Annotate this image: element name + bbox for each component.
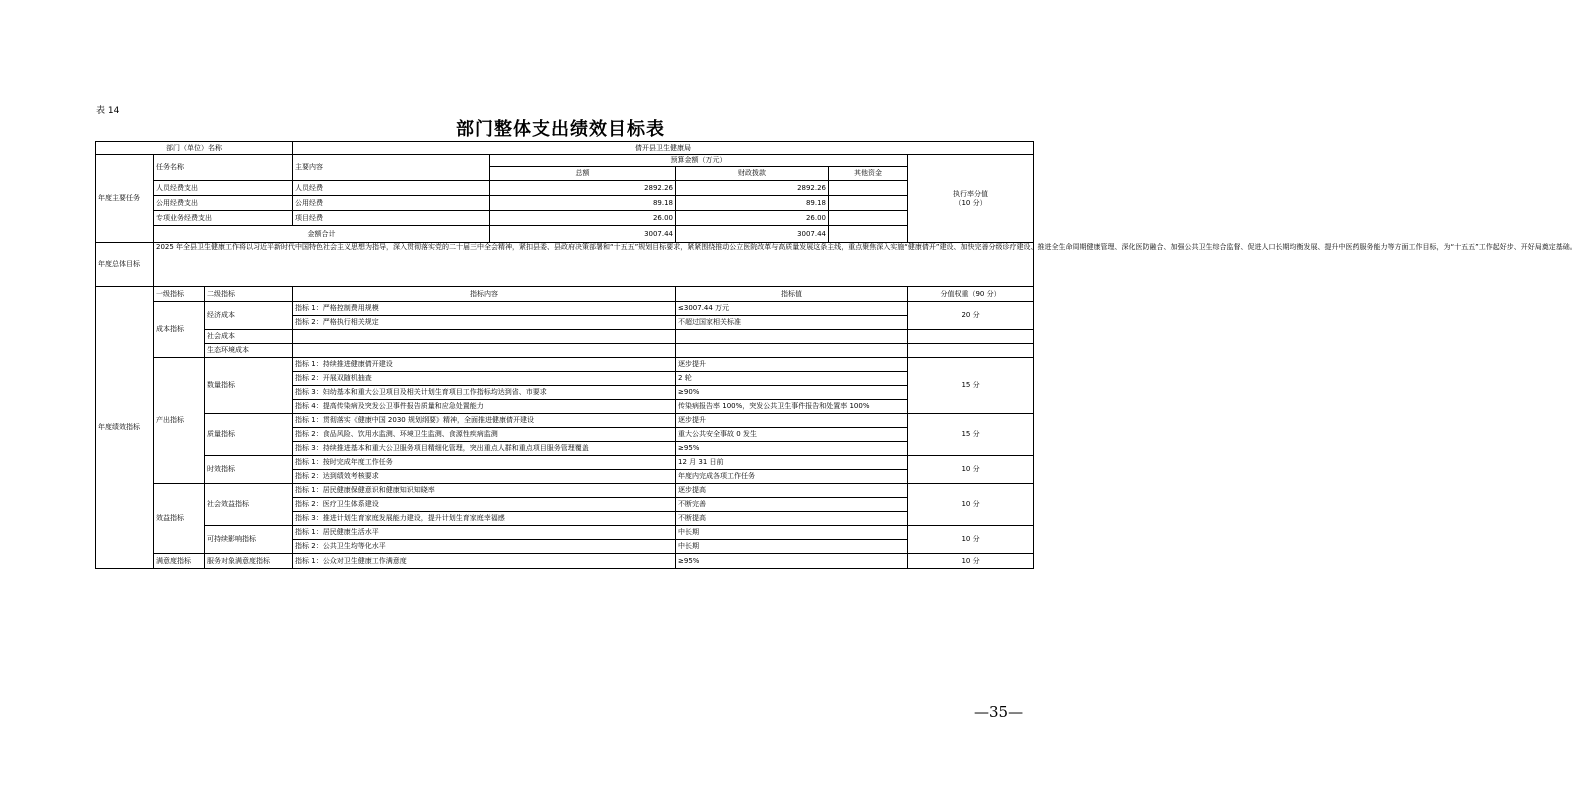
indicator-content bbox=[293, 344, 676, 358]
indicator-score: 10 分 bbox=[908, 526, 1034, 554]
indicator-content: 指标 1：持续推进健康倩开建设 bbox=[293, 358, 676, 372]
col-total: 总额 bbox=[490, 167, 676, 181]
indicator-score: 15 分 bbox=[908, 358, 1034, 414]
task-content: 人员经费 bbox=[293, 181, 490, 196]
indicator-value bbox=[676, 330, 908, 344]
col-task-name: 任务名称 bbox=[154, 155, 293, 181]
task-other bbox=[829, 181, 908, 196]
indicator-content: 指标 4：提高传染病及突发公卫事件报告质量和应急处置能力 bbox=[293, 400, 676, 414]
indicator-content: 指标 1：居民健康生活水平 bbox=[293, 526, 676, 540]
indicator-value: 年度内完成各项工作任务 bbox=[676, 470, 908, 484]
effect-indicator-label: 效益指标 bbox=[154, 484, 205, 554]
header-level1: 一级指标 bbox=[154, 287, 205, 302]
indicator-value: 逐步提升 bbox=[676, 414, 908, 428]
task-name: 专项业务经费支出 bbox=[154, 211, 293, 226]
indicator-score: 10 分 bbox=[908, 554, 1034, 569]
indicator-value: 不断完善 bbox=[676, 498, 908, 512]
indicator-value: 12 月 31 日前 bbox=[676, 456, 908, 470]
exec-rate-label: 执行率分值 bbox=[953, 189, 989, 198]
dept-value: 倩开县卫生健康局 bbox=[293, 142, 1034, 155]
indicator-score: 10 分 bbox=[908, 456, 1034, 484]
header-weight: 分值权重（90 分） bbox=[908, 287, 1034, 302]
indicator-content: 指标 1：贯彻落实《健康中国 2030 规划纲要》精神，全面推进健康倩开建设 bbox=[293, 414, 676, 428]
indicator-content: 指标 2：医疗卫生体系建设 bbox=[293, 498, 676, 512]
indicator-value: 中长期 bbox=[676, 526, 908, 540]
sustainable-impact-label: 可持续影响指标 bbox=[205, 526, 293, 554]
exec-rate-cell bbox=[908, 155, 1034, 243]
col-main-content: 主要内容 bbox=[293, 155, 490, 181]
header-level2: 二级指标 bbox=[205, 287, 293, 302]
task-fiscal: 26.00 bbox=[676, 211, 829, 226]
task-total: 2892.26 bbox=[490, 181, 676, 196]
performance-section-label: 年度绩效指标 bbox=[96, 287, 154, 569]
col-budget: 预算金额（万元） bbox=[490, 155, 908, 167]
task-other bbox=[829, 211, 908, 226]
page-number: —35— bbox=[974, 703, 1024, 721]
col-fiscal: 财政拨款 bbox=[676, 167, 829, 181]
overall-goal-label: 年度总体目标 bbox=[96, 243, 154, 287]
task-other bbox=[829, 196, 908, 211]
indicator-score: 20 分 bbox=[908, 302, 1034, 330]
task-total: 89.18 bbox=[490, 196, 676, 211]
task-total: 26.00 bbox=[490, 211, 676, 226]
col-other: 其他资金 bbox=[829, 167, 908, 181]
task-fiscal: 89.18 bbox=[676, 196, 829, 211]
indicator-content: 指标 2：开展双随机抽查 bbox=[293, 372, 676, 386]
indicator-content: 指标 1：居民健康保健意识和健康知识知晓率 bbox=[293, 484, 676, 498]
indicator-score: 10 分 bbox=[908, 484, 1034, 526]
header-value: 指标值 bbox=[676, 287, 908, 302]
indicator-value: ≥95% bbox=[676, 442, 908, 456]
sum-other bbox=[829, 226, 908, 243]
indicator-value: 2 轮 bbox=[676, 372, 908, 386]
indicator-score: 15 分 bbox=[908, 414, 1034, 456]
indicator-value: 不超过国家相关标准 bbox=[676, 316, 908, 330]
task-name: 公用经费支出 bbox=[154, 196, 293, 211]
indicator-value: 中长期 bbox=[676, 540, 908, 554]
overall-goal-text: 2025 年全县卫生健康工作将以习近平新时代中国特色社会主义思想为指导，深入贯彻落实党的二十届三中全会精神，紧扣县委、县政府决策部署和“十五五”规划目标要求，紧紧围绕推动公立医院改革与高质量发展这条主线，重点聚焦深入实施“健康倩开”建设、加快完善分级诊疗建设、推进全生命周期健康管理、深化医防融合、加强公共卫生综合监督、促进人口长期均衡发展、提升中医药服务能力等方面工作目标，为“十五五”工作起好步、开好局奠定基础。 bbox=[154, 243, 1034, 287]
indicator-content: 指标 3：妇幼基本和重大公卫项目及相关计划生育项目工作指标均达到省、市要求 bbox=[293, 386, 676, 400]
sum-label: 金额合计 bbox=[154, 226, 490, 243]
indicator-value: ≤3007.44 万元 bbox=[676, 302, 908, 316]
indicator-value: 逐步提高 bbox=[676, 484, 908, 498]
indicator-value bbox=[676, 344, 908, 358]
header-content: 指标内容 bbox=[293, 287, 676, 302]
indicator-value: 逐步提升 bbox=[676, 358, 908, 372]
sum-fiscal: 3007.44 bbox=[676, 226, 829, 243]
indicator-content: 指标 1：严格控制费用规模 bbox=[293, 302, 676, 316]
task-fiscal: 2892.26 bbox=[676, 181, 829, 196]
social-benefit-label: 社会效益指标 bbox=[205, 484, 293, 526]
task-content: 公用经费 bbox=[293, 196, 490, 211]
indicator-value: ≥90% bbox=[676, 386, 908, 400]
table-number: 表 14 bbox=[96, 106, 120, 116]
exec-rate-score: （10 分） bbox=[954, 198, 987, 207]
sum-total: 3007.44 bbox=[490, 226, 676, 243]
dept-label: 部门（单位）名称 bbox=[96, 142, 293, 155]
annual-tasks-label: 年度主要任务 bbox=[96, 155, 154, 243]
social-cost-label: 社会成本 bbox=[205, 330, 293, 344]
cost-indicator-label: 成本指标 bbox=[154, 302, 205, 358]
performance-table bbox=[95, 141, 1577, 569]
indicator-content: 指标 2：达到绩效考核要求 bbox=[293, 470, 676, 484]
indicator-content: 指标 2：公共卫生均等化水平 bbox=[293, 540, 676, 554]
satisfaction-indicator-label: 满意度指标 bbox=[154, 554, 205, 569]
eco-cost-label: 生态环境成本 bbox=[205, 344, 293, 358]
indicator-value: 传染病报告率 100%，突发公共卫生事件报告和处置率 100% bbox=[676, 400, 908, 414]
indicator-score bbox=[908, 344, 1034, 358]
econ-cost-label: 经济成本 bbox=[205, 302, 293, 330]
indicator-value: 不断提高 bbox=[676, 512, 908, 526]
quality-indicator-label: 质量指标 bbox=[205, 414, 293, 456]
indicator-value: ≥95% bbox=[676, 554, 908, 569]
indicator-content bbox=[293, 330, 676, 344]
indicator-value: 重大公共安全事故 0 发生 bbox=[676, 428, 908, 442]
timeliness-indicator-label: 时效指标 bbox=[205, 456, 293, 484]
task-name: 人员经费支出 bbox=[154, 181, 293, 196]
service-satisfaction-label: 服务对象满意度指标 bbox=[205, 554, 293, 569]
quantity-indicator-label: 数量指标 bbox=[205, 358, 293, 414]
page-title: 部门整体支出绩效目标表 bbox=[456, 119, 665, 140]
indicator-score bbox=[908, 330, 1034, 344]
task-content: 项目经费 bbox=[293, 211, 490, 226]
indicator-content: 指标 3：持续推进基本和重大公卫服务项目精细化管理，突出重点人群和重点项目服务管理覆盖 bbox=[293, 442, 676, 456]
indicator-content: 指标 1：公众对卫生健康工作满意度 bbox=[293, 554, 676, 569]
indicator-content: 指标 2：食品风险、饮用水监测、环境卫生监测、食源性疾病监测 bbox=[293, 428, 676, 442]
output-indicator-label: 产出指标 bbox=[154, 358, 205, 484]
indicator-content: 指标 1：按时完成年度工作任务 bbox=[293, 456, 676, 470]
indicator-content: 指标 2：严格执行相关规定 bbox=[293, 316, 676, 330]
indicator-content: 指标 3：推进计划生育家庭发展能力建设，提升计划生育家庭幸福感 bbox=[293, 512, 676, 526]
